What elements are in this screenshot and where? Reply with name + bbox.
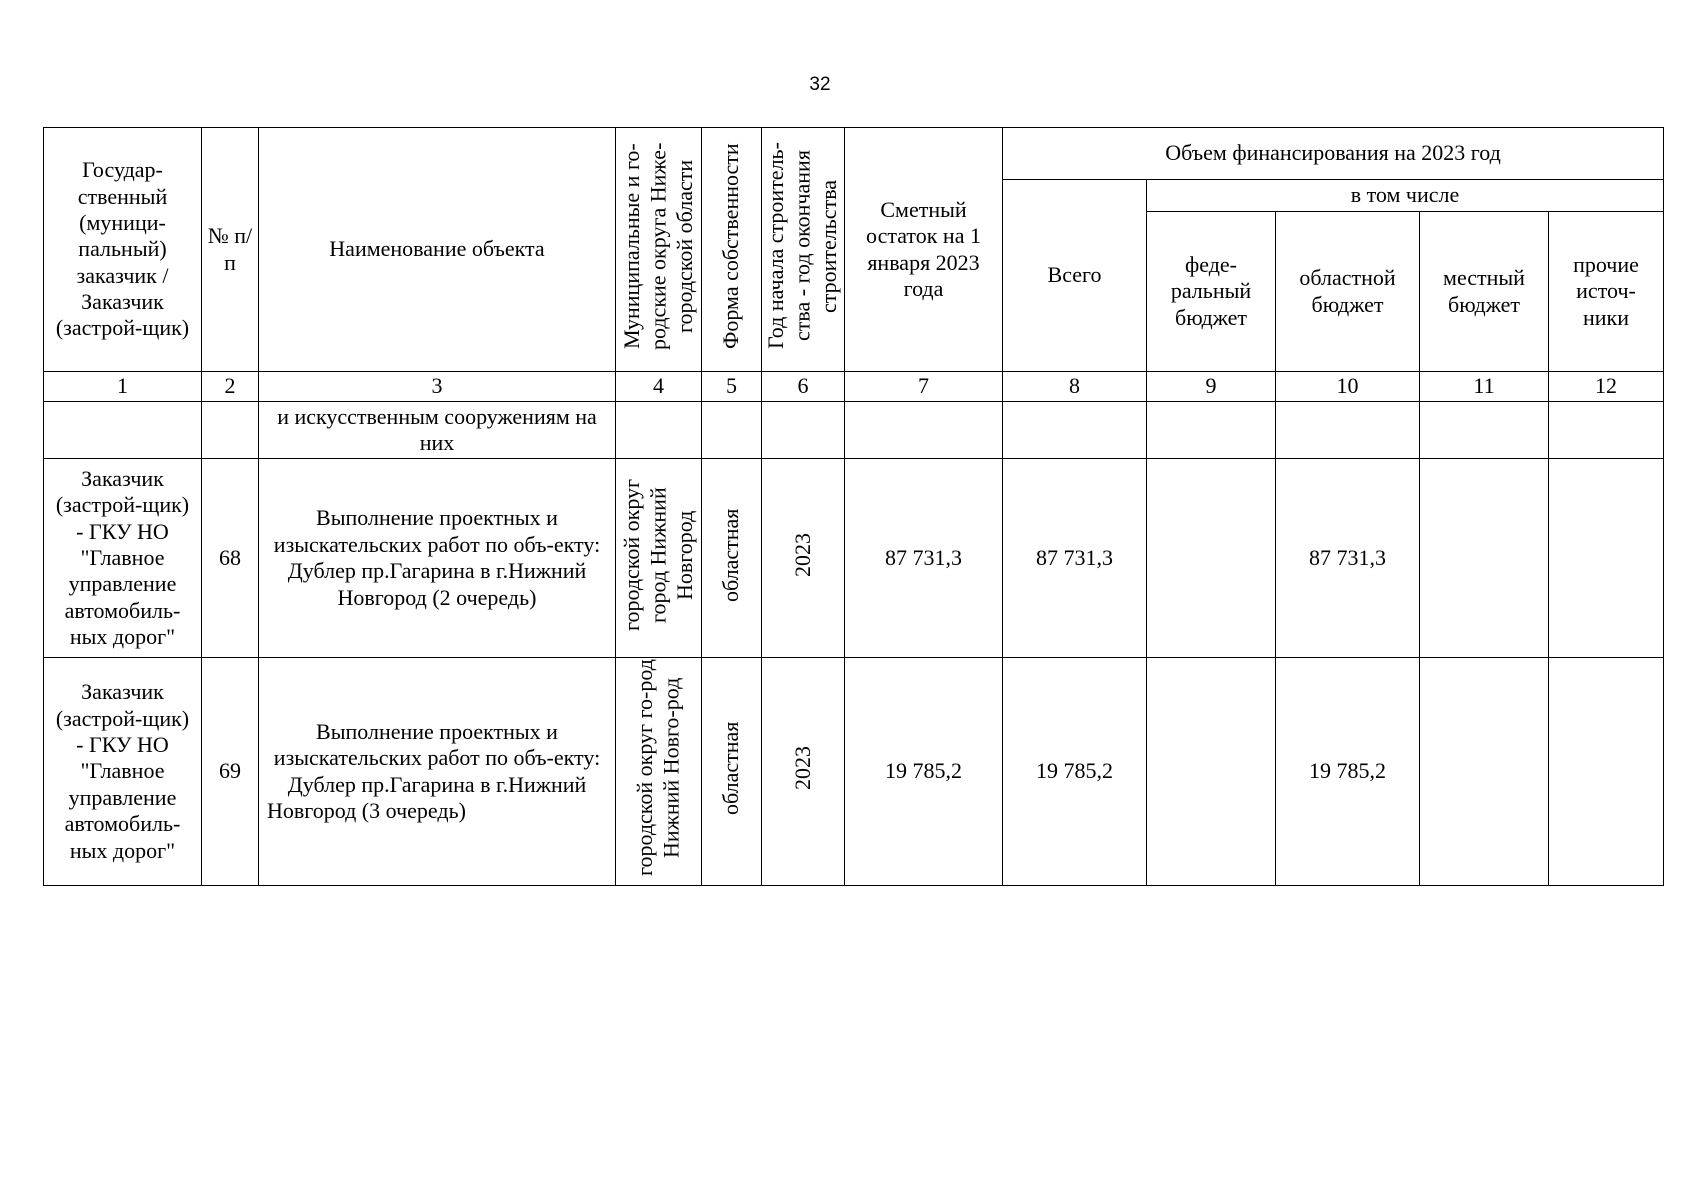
header-object-name: Наименование объекта — [259, 128, 616, 372]
ownership-cell — [702, 658, 762, 885]
column-number: 7 — [845, 372, 1003, 402]
years-cell — [762, 402, 845, 459]
years-cell — [762, 658, 845, 885]
header-funding-group: Объем финансирования на 2023 год — [1003, 128, 1664, 180]
column-number: 11 — [1420, 372, 1549, 402]
header-local: местный бюджет — [1420, 212, 1549, 372]
column-number: 10 — [1276, 372, 1420, 402]
header-federal: феде-ральный бюджет — [1147, 212, 1276, 372]
regional-cell: 87 731,3 — [1276, 459, 1420, 658]
ownership-text: областная — [718, 721, 744, 816]
header-ownership — [702, 128, 762, 372]
total-cell — [1003, 402, 1147, 459]
other-cell — [1549, 459, 1664, 658]
header-years-text: Год начала строитель-ства - год окончания строительства — [763, 142, 842, 350]
header-number: № п/п — [202, 128, 259, 372]
municipality-text: городской округ го-род Нижний Новго-род — [632, 659, 684, 877]
header-total: Всего — [1003, 180, 1147, 372]
years-text: 2023 — [789, 746, 815, 791]
ownership-cell — [702, 459, 762, 658]
column-number: 1 — [44, 372, 202, 402]
remaining-cell: 87 731,3 — [845, 459, 1003, 658]
regional-cell — [1276, 402, 1420, 459]
other-cell — [1549, 658, 1664, 885]
header-remaining: Сметный остаток на 1 января 2023 года — [845, 128, 1003, 372]
header-regional: областной бюджет — [1276, 212, 1420, 372]
column-number: 4 — [616, 372, 702, 402]
object-name-cell: и искусственным сооружениям на них — [259, 402, 616, 459]
column-number: 6 — [762, 372, 845, 402]
object-name-cell: Выполнение проектных и изыскательских работ по объ-екту: Дублер пр.Гагарина в г.Нижний Новгород (3 очередь) — [259, 658, 616, 885]
municipality-cell — [616, 658, 702, 885]
column-number: 8 — [1003, 372, 1147, 402]
table-row — [44, 658, 1664, 885]
number-cell — [202, 402, 259, 459]
federal-cell — [1147, 658, 1276, 885]
ownership-text: областная — [718, 508, 744, 602]
federal-cell — [1147, 402, 1276, 459]
column-number: 5 — [702, 372, 762, 402]
header-other: прочие источ-ники — [1549, 212, 1664, 372]
local-cell — [1420, 402, 1549, 459]
remaining-cell — [845, 402, 1003, 459]
column-number: 2 — [202, 372, 259, 402]
local-cell — [1420, 459, 1549, 658]
total-cell: 19 785,2 — [1003, 658, 1147, 885]
municipality-cell — [616, 459, 702, 658]
column-number: 9 — [1147, 372, 1276, 402]
header-years — [762, 128, 845, 372]
table-row — [44, 459, 1664, 658]
header-customer: Государ-ственный (муници-пальный) заказчик / Заказчик (застрой-щик) — [44, 128, 202, 372]
column-number: 12 — [1549, 372, 1664, 402]
municipality-cell — [616, 402, 702, 459]
page-number: 32 — [809, 74, 831, 95]
other-cell — [1549, 402, 1664, 459]
header-municipality-text: Муниципальные и го-родские округа Ниже-городской области — [618, 142, 697, 350]
local-cell — [1420, 658, 1549, 885]
federal-cell — [1147, 459, 1276, 658]
municipality-text: городской округ город Нижний Новгород — [618, 478, 697, 632]
customer-cell: Заказчик (застрой-щик) - ГКУ НО "Главное управление автомобиль-ных дорог" — [44, 658, 202, 885]
total-cell: 87 731,3 — [1003, 459, 1147, 658]
header-ownership-text: Форма собственности — [718, 143, 744, 350]
budget-table — [43, 127, 1664, 886]
years-cell — [762, 459, 845, 658]
remaining-cell: 19 785,2 — [845, 658, 1003, 885]
years-text: 2023 — [789, 533, 815, 577]
object-name-cell: Выполнение проектных и изыскательских работ по объ-екту: Дублер пр.Гагарина в г.Нижний Новгород (2 очередь) — [259, 459, 616, 658]
ownership-cell — [702, 402, 762, 459]
number-cell: 69 — [202, 658, 259, 885]
customer-cell: Заказчик (застрой-щик) - ГКУ НО "Главное управление автомобиль-ных дорог" — [44, 459, 202, 658]
table-row — [44, 402, 1664, 459]
header-municipality — [616, 128, 702, 372]
column-number-row — [44, 372, 1664, 402]
customer-cell — [44, 402, 202, 459]
number-cell: 68 — [202, 459, 259, 658]
column-number: 3 — [259, 372, 616, 402]
header-including: в том числе — [1147, 180, 1664, 212]
regional-cell: 19 785,2 — [1276, 658, 1420, 885]
